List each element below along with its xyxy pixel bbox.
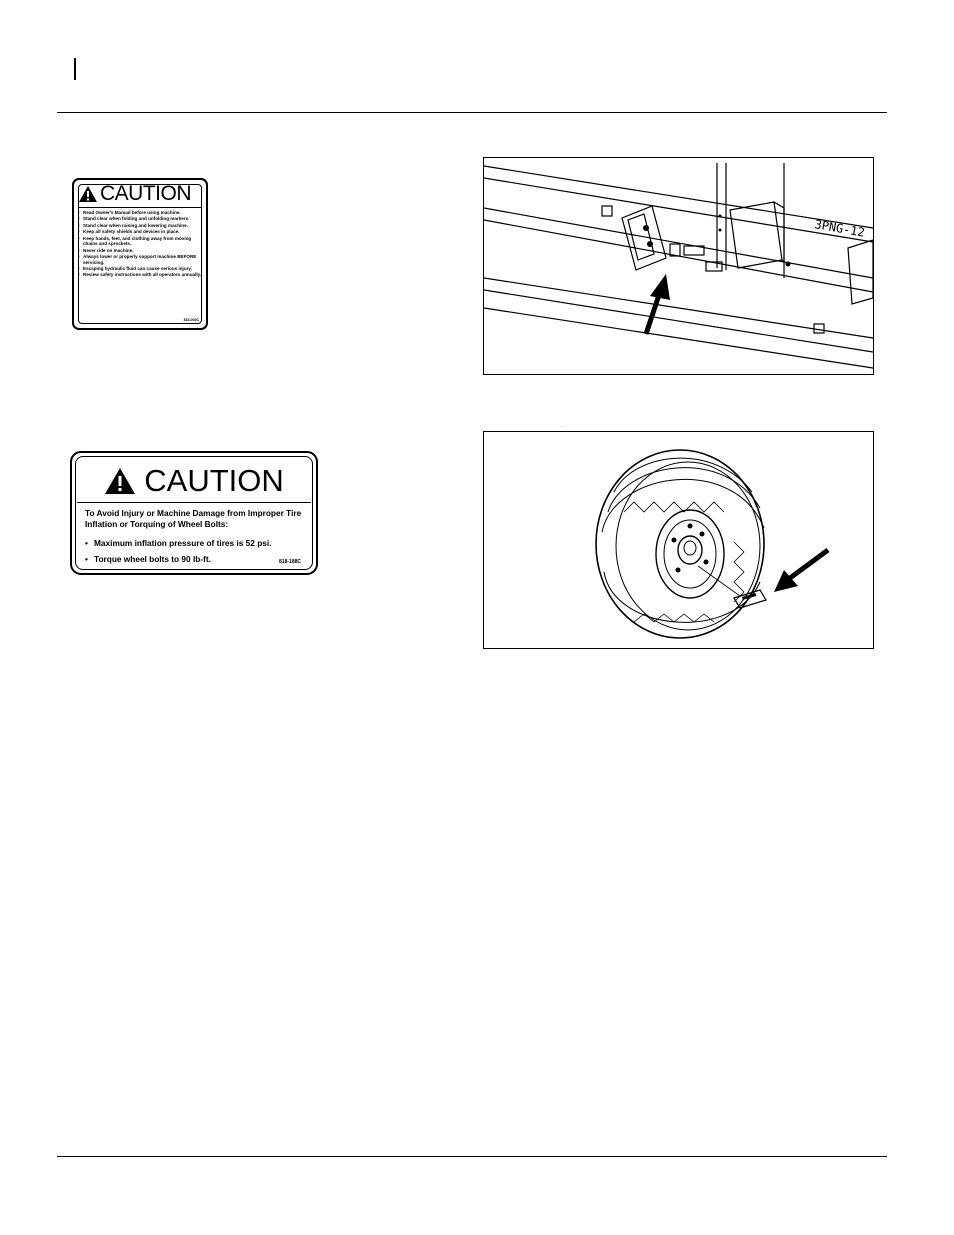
- decal-list: [78, 210, 203, 279]
- warning-triangle-icon: [104, 467, 136, 495]
- list-item: • Review safety instructions with all operators annually.: [78, 272, 203, 278]
- caution-decal-tire: [70, 451, 318, 575]
- list-item: • Stand clear when folding and unfolding markers.: [78, 216, 203, 222]
- list-item: • Torque wheel bolts to 90 lb-ft.: [85, 551, 308, 567]
- list-item: • Always lower or properly support machine BEFORE servicing.: [78, 254, 203, 265]
- list-item: • Stand clear when raising and lowering machine.: [78, 223, 203, 229]
- wheel-illustration: [484, 432, 873, 648]
- decal-header: [72, 463, 316, 499]
- arrow-icon: [774, 550, 828, 592]
- decal-list: [85, 535, 308, 567]
- list-item: • Read Owner's Manual before using machine.: [78, 210, 203, 216]
- warning-triangle-icon: [78, 185, 98, 203]
- list-item: • Escaping hydraulic fluid can cause serious injury.: [78, 266, 203, 272]
- decal-header: [78, 183, 202, 205]
- header-rule: [57, 112, 887, 113]
- list-item: • Keep all safety shields and devices in place.: [78, 229, 203, 235]
- decal-divider: [77, 502, 311, 503]
- decal-part-number: 818-188C: [279, 559, 301, 565]
- figure-tick-mark: ··: [561, 424, 564, 429]
- list-item: • Keep hands, feet, and clothing away from moving chains and sprockets.: [78, 236, 203, 247]
- decal-title: CAUTION: [144, 463, 284, 498]
- figure-marker-decal-location: [483, 157, 874, 375]
- decal-title: CAUTION: [100, 182, 191, 205]
- figure-wheel-decal-location: [483, 431, 874, 649]
- decal-divider: [78, 207, 202, 208]
- list-item: • Maximum inflation pressure of tires is 52 psi.: [85, 535, 308, 551]
- marker-label: 3PNG-12: [813, 217, 866, 240]
- decal-intro: To Avoid Injury or Machine Damage from Improper Tire Inflation or Torquing of Wheel Bolts:: [85, 508, 302, 529]
- list-item: • Never ride on machine.: [78, 248, 203, 254]
- decal-part-number: 818-003C: [183, 318, 199, 322]
- footer-rule: [57, 1156, 887, 1157]
- caution-decal-general: [72, 178, 208, 330]
- marker-illustration: [484, 158, 873, 374]
- margin-bar: [74, 58, 76, 80]
